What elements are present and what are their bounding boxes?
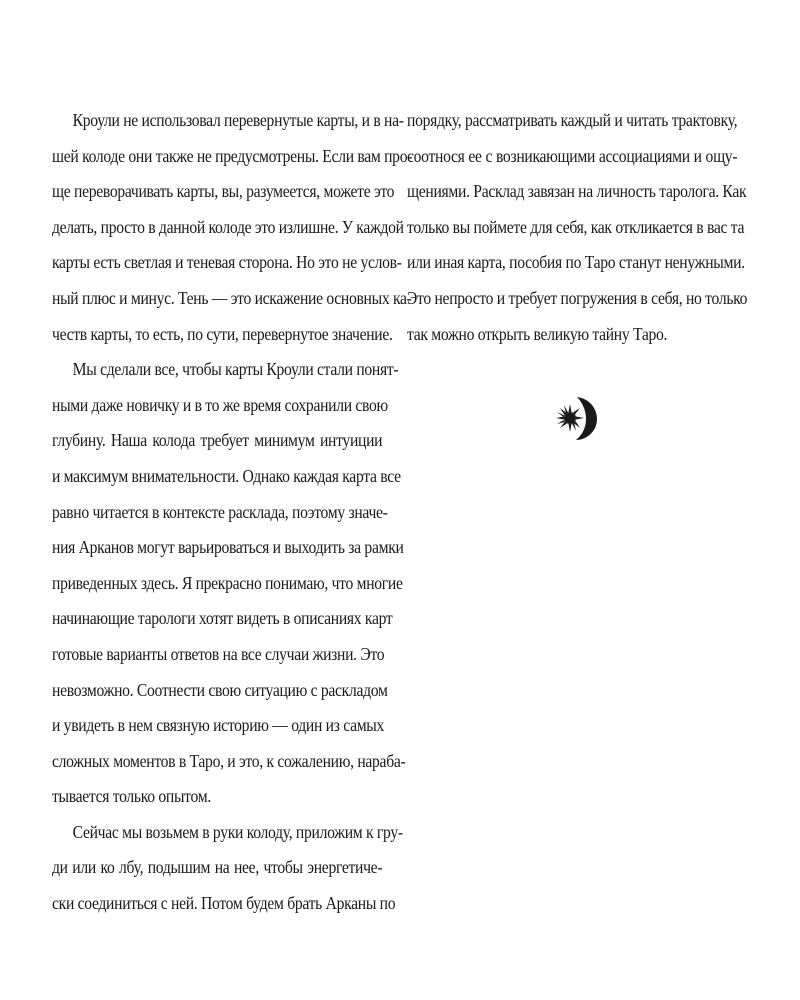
text-line: глубину. Наша колода требует минимум интуиции [52,430,383,451]
text-line: ди или ко лбу, подышим на нее, чтобы энергетиче- [52,857,383,878]
text-line: ния Арканов могут варьироваться и выходить за рамки [52,537,404,558]
text-line: готовые варианты ответов на все случаи жизни. Это [52,643,385,664]
sun-moon-icon [551,393,599,443]
text-line: и максимум внимательности. Однако каждая карта все [52,465,401,486]
text-line: тывается только опытом. [52,786,211,807]
text-line: только вы поймете для себя, как откликается в вас та [407,216,745,237]
left-text-column [52,103,413,922]
text-line: Кроули не использовал перевернутые карты, и в на- [72,110,404,130]
text-line: соотнося ее с возникающими ассоциациями и ощу- [407,145,738,166]
text-line: ный плюс и минус. Тень — это искажение основных ка- [52,287,412,308]
text-line: так можно открыть великую тайну Таро. [407,323,668,344]
text-line: начинающие тарологи хотят видеть в описаниях карт [52,608,393,629]
text-line: ще переворачивать карты, вы, разумеется, можете это [52,181,395,202]
text-line: честв карты, то есть, по сути, перевернутое значение. [52,323,393,344]
text-line: ски соединиться с ней. Потом будем брать Арканы по [52,893,396,914]
text-line: невозможно. Соотнести свою ситуацию с раскладом [52,679,388,700]
text-line: приведенных здесь. Я прекрасно понимаю, что многие [52,572,403,593]
text-line: карты есть светлая и теневая сторона. Но это не услов- [52,252,402,273]
text-line: или иная карта, пособия по Таро станут ненужными. [407,252,745,273]
text-line: делать, просто в данной колоде это излишне. У каждой [52,216,404,237]
text-line: Сейчас мы возьмем в руки колоду, приложим к гру- [72,821,403,842]
text-line: Это непросто и требует погружения в себя, но только [407,287,748,308]
text-line: шей колоде они также не предусмотрены. Если вам про- [52,145,413,166]
text-line: равно читается в контексте расклада, поэтому значе- [52,501,388,522]
text-line: щениями. Расклад завязан на личность таролога. Как [407,181,747,202]
text-line: ными даже новичку и в то же время сохранили свою [52,394,388,415]
text-line: Мы сделали все, чтобы карты Кроули стали понят- [72,359,399,380]
text-line: сложных моментов в Таро, и это, к сожалению, нараба- [52,750,406,771]
text-line: и увидеть в нем связную историю — один из самых [52,715,385,736]
right-text-column [407,103,748,352]
text-line: порядку, рассматривать каждый и читать трактовку, [407,110,738,130]
